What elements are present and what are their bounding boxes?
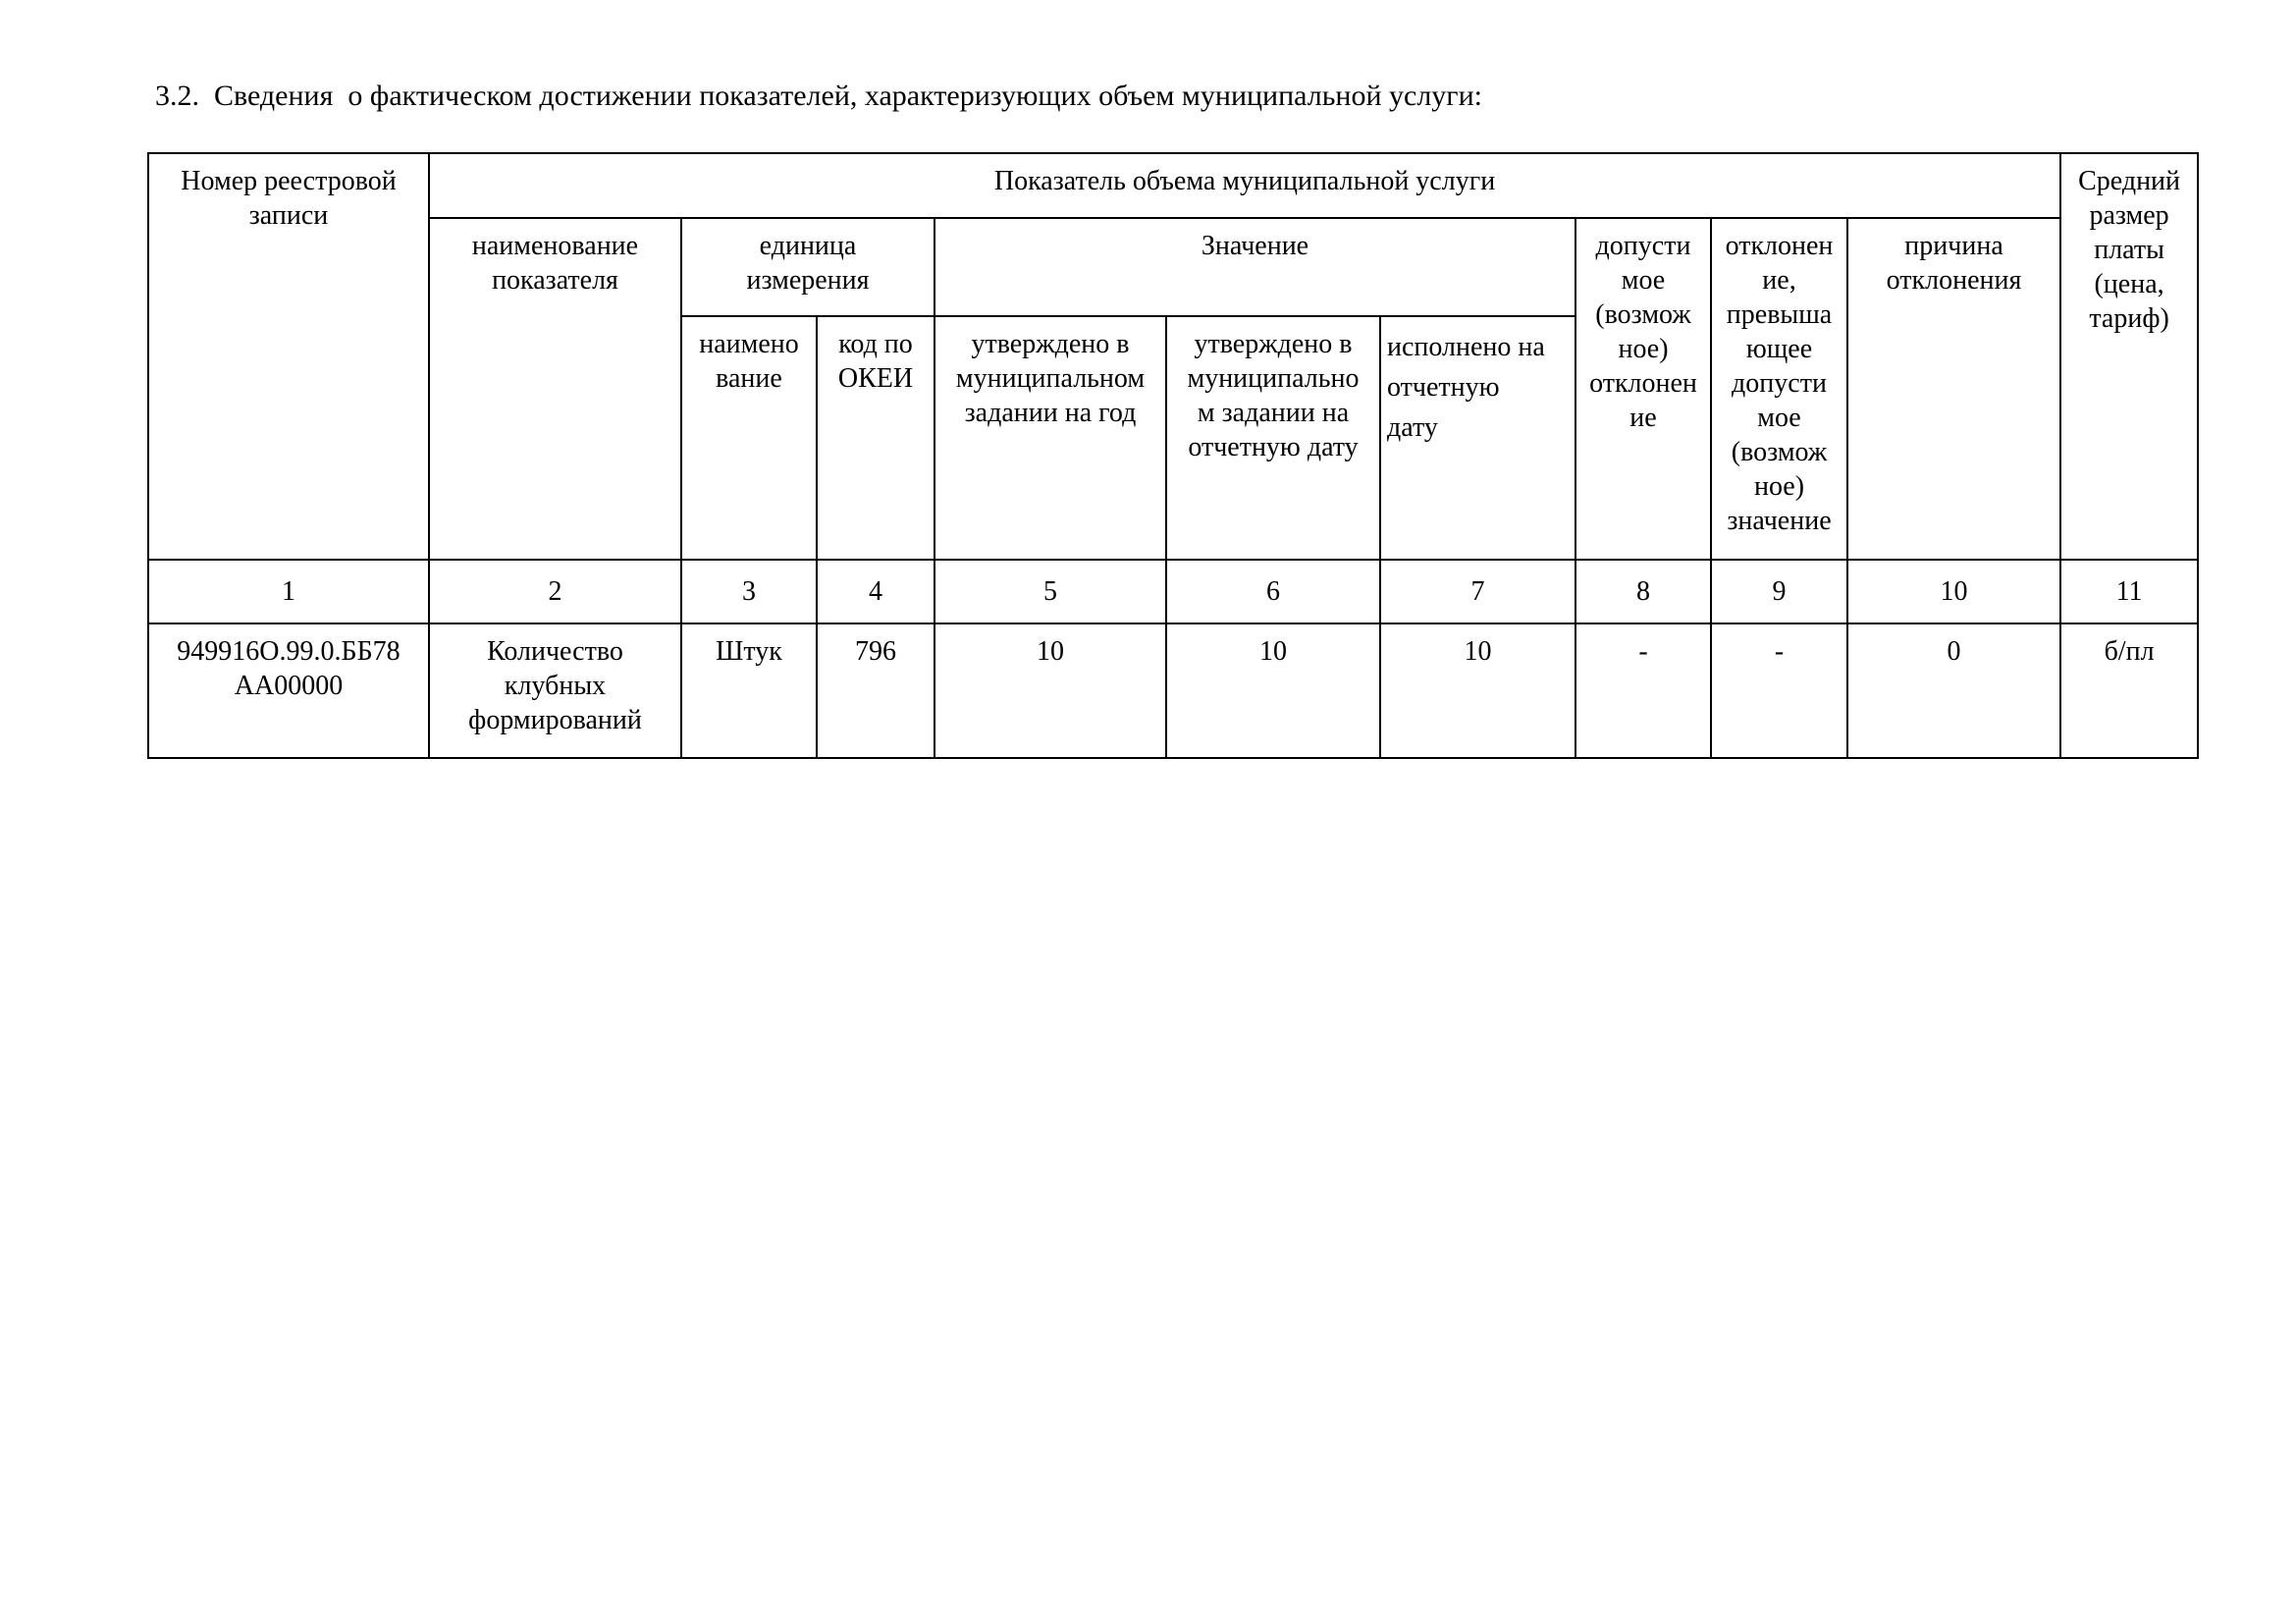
header-approved-year [934,316,1166,560]
text-line: утверждено в [1194,329,1353,359]
cell-indicator-name [429,623,681,758]
text-line: Номер реестровой [181,166,397,196]
text-line: ное) [1618,334,1669,364]
header-deviation-reason [1847,218,2060,560]
text-line: причина [1904,231,2003,261]
header-volume-indicator: Показатель объема муниципальной услуги [429,153,2060,218]
text-line: показателя [492,265,618,296]
text-line: значение [1727,506,1832,536]
text-line: допусти [1732,368,1827,399]
text-line: Средний [2078,166,2181,196]
header-value: Значение [934,218,1575,316]
column-number: 7 [1380,560,1575,623]
header-unit-name [681,316,817,560]
cell-allowed-deviation: - [1575,623,1711,758]
section-heading: 3.2. Сведения о фактическом достижении показателей, характеризующих объем муниципальной услуги: [155,80,1482,112]
cell-approved-date: 10 [1166,623,1380,758]
text-line: мое [1621,265,1666,296]
text-line: Количество [487,636,623,667]
text-line: отклонен [1725,231,1834,261]
text-line: АА00000 [234,671,344,701]
text-line: утверждено в [971,329,1130,359]
text-line: исполнено на [1387,332,1545,362]
text-line: отклонения [1886,265,2022,296]
text-line: платы [2094,235,2164,265]
column-number: 3 [681,560,817,623]
cell-approved-year: 10 [934,623,1166,758]
column-number: 11 [2060,560,2198,623]
header-indicator-name [429,218,681,560]
text-line: тариф) [2089,303,2169,334]
table-row [148,623,2198,758]
text-line: код по [838,329,913,359]
cell-deviation-exceeding: - [1711,623,1847,758]
cell-average-fee: б/пл [2060,623,2198,758]
header-approved-date [1166,316,1380,560]
column-number: 10 [1847,560,2060,623]
text-line: отчетную [1387,372,1500,403]
text-line: записи [248,200,329,231]
text-line: размер [2089,200,2169,231]
header-executed [1380,316,1575,560]
text-line: (возмож [1595,299,1691,330]
text-line: 949916О.99.0.ББ78 [177,636,400,667]
text-line: мое [1757,403,1801,433]
text-line: муниципально [1187,363,1360,394]
header-okei-code [817,316,934,560]
column-numbers-row [148,560,2198,623]
cell-unit-name: Штук [681,623,817,758]
text-line: отклонен [1589,368,1697,399]
text-line: (цена, [2094,269,2164,299]
text-line: ющее [1745,334,1813,364]
text-line: отчетную дату [1188,432,1359,462]
text-line: дату [1387,412,1438,443]
text-line: муниципальном [955,363,1146,394]
text-line: наименование [471,231,639,261]
text-line: единица [759,231,857,261]
text-line: ие, [1762,265,1796,296]
header-registry-number [148,153,429,560]
cell-registry-number [148,623,429,758]
text-line: превыша [1726,299,1833,330]
column-number: 5 [934,560,1166,623]
text-line: допусти [1595,231,1691,261]
header-average-fee [2060,153,2198,560]
column-number: 8 [1575,560,1711,623]
column-number: 6 [1166,560,1380,623]
text-line: м задании на [1197,398,1350,428]
text-line: наимено [699,329,799,359]
text-line: измерения [746,265,870,296]
cell-okei-code: 796 [817,623,934,758]
text-line: (возмож [1731,437,1828,467]
text-line: ное) [1753,471,1805,502]
volume-indicators-table [147,152,2199,759]
header-unit [681,218,934,316]
column-number: 9 [1711,560,1847,623]
header-deviation-exceeding [1711,218,1847,560]
text-line: вание [716,363,782,394]
text-line: ОКЕИ [837,363,914,394]
header-allowed-deviation [1575,218,1711,560]
text-line: клубных [504,671,607,701]
cell-executed: 10 [1380,623,1575,758]
text-line: формирований [468,705,642,735]
cell-deviation-reason: 0 [1847,623,2060,758]
text-line: задании на год [964,398,1137,428]
column-number: 1 [148,560,429,623]
column-number: 4 [817,560,934,623]
column-number: 2 [429,560,681,623]
text-line: ие [1629,403,1657,433]
